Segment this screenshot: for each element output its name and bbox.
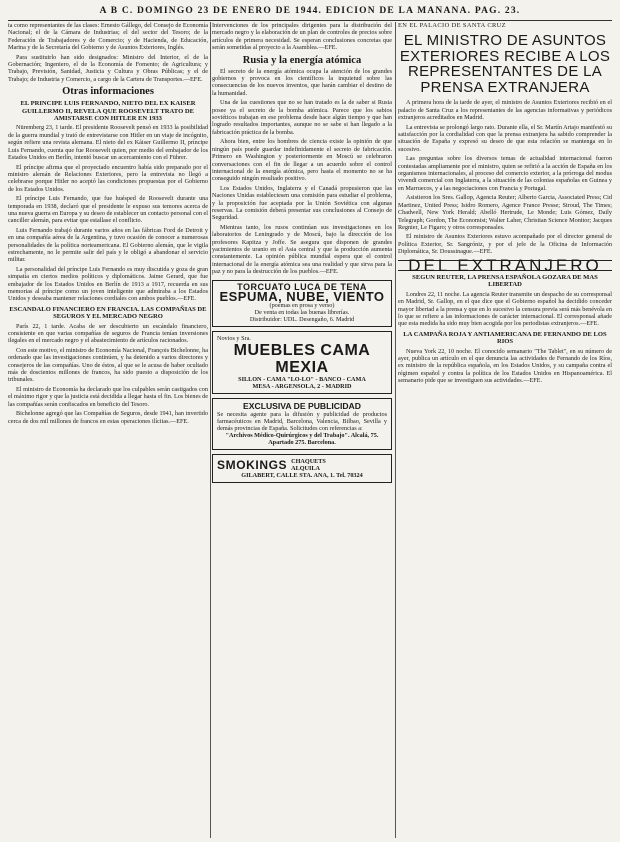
ad-text: De venta en todas las buenas librerías. <box>254 309 350 317</box>
article-paragraph: ta como representantes de las clases: Ernesto Gállego, del Consejo de Economía Nacional; el de la Cámara de Industrias; el del sector del Tesoro; de la Federación de Trabajadores y de Comercio; y de Hacienda, de Educación, Marina y de la Secretaría del Gobierno y de Asuntos Exteriores, Inglés. <box>8 22 208 52</box>
article-paragraph: Mientras tanto, los rusos continúan sus investigaciones en los laboratorios de Leningrado y de Moscú, bajo la dirección de los profesores Kapitza y Joffe. Se asegura que disponen de grandes yacimientos de uranio en el Asia central y que la producción aumenta constantemente. La opinión pública mundial espera que el control internacional de la energía atómica sea una realidad y que sirva para la paz y no para la destrucción de los pueblos.—EFE. <box>212 223 392 276</box>
column-3 <box>398 22 612 838</box>
article-paragraph: París 22, 1 tarde. Acaba de ser descubierto un escándalo financiero, consistente en que varias compañías de seguros de Francia tenían inversiones ilegales en el mercado negro y el abastecimiento de artículos racionados. <box>8 322 208 345</box>
book-advertisement <box>212 280 392 328</box>
article-subheading: SEGUN REUTER, LA PRENSA ESPAÑOLA GOZARA DE MAS LIBERTAD <box>412 273 598 289</box>
ad-subtitle: (poemas en prosa y verso) <box>269 302 335 310</box>
tailor-advertisement <box>212 454 392 483</box>
article-paragraph: El príncipe afirma que el proyectado encuentro había sido preparado por el ministro alemán de Relaciones Exteriores, pero la entrevista no llegó a celebrarse porque Hitler no aceptó las condiciones propuestas por el Gobierno de los Estados Unidos. <box>8 163 208 193</box>
article-paragraph: Nüremberg 23, 1 tarde. El presidente Roosevelt pensó en 1933 la posibilidad de la guerra mundial y trató de entrevistarse con Hitler en un viaje de incógnito, según refiere una revista alemana. El nieto del ex Káiser Guillermo II, príncipe Luis Fernando, cuenta que fue Roosevelt quien, por medio del embajador de los Estados Unidos en Berlín, intentó buscar un acercamiento con el Führer. <box>8 124 208 162</box>
section-banner: DEL EXTRANJERO <box>398 260 612 271</box>
article-paragraph: El ministro de Economía ha declarado que los culpables serán castigados con el máximo rigor y que la justicia está decidida a llegar hasta el fin. Los bienes de las compañías serán confiscados en beneficio del Tesoro. <box>8 385 208 408</box>
article-paragraph: La entrevista se prolongó largo rato. Durante ella, el Sr. Martín Artajo manifestó su satisfacción por la cordialidad con que la prensa extranjera ha sabido comprender la situación de España y expresó su deseo de que esta relación se mantenga en lo sucesivo. <box>398 123 612 153</box>
ad-title: EXCLUSIVA DE PUBLICIDAD <box>243 401 361 412</box>
article-paragraph: Las preguntas sobre los diversos temas de actualidad internacional fueron contestadas ampliamente por el ministro, quien se refirió a la acción de España en los organismos internacionales, al proceso del comercio exterior, a la prórroga del modus vivendi comercial con Inglaterra, a la situación de las colonias españolas en Guinea y en Marruecos, y a las negociaciones con Francia y Portugal. <box>398 155 612 192</box>
section-heading: Rusia y la energía atómica <box>242 54 362 66</box>
article-paragraph: El secreto de la energía atómica ocupa la atención de los grandes gobiernos y provoca en los científicos la inquietud sobre las consecuencias de los nuevos inventos, que harán cambiar el destino de la humanidad. <box>212 67 392 97</box>
article-subheading: ESCANDALO FINANCIERO EN FRANCIA. LAS COMPAÑIAS DE SEGUROS Y EL MERCADO NEGRO <box>9 305 207 321</box>
ad-title: MUEBLES CAMA MEXIA <box>233 342 371 377</box>
headline-kicker: EN EL PALACIO DE SANTA CRUZ <box>398 22 506 29</box>
article-paragraph: El príncipe Luis Fernando, que fue huésped de Roosevelt durante una temporada en 1938, declaró que el presidente le expuso sus temores acerca de una nueva guerra en Europa y su deseo de establecer un contacto personal con el canciller alemán, para evitar que estallase el conflicto. <box>8 195 208 225</box>
ad-text: "Archivos Médico-Quirúrgicos y del Trabajo". Alcalá, 75. Apartado 275. Barcelona. <box>225 432 379 447</box>
page-header: A B C. DOMINGO 23 DE ENERO DE 1944. EDICION DE LA MAÑANA. PAG. 23. <box>8 6 612 21</box>
column-1 <box>8 22 208 838</box>
ad-text: MESA - ARGENSOLA, 2 - MADRID <box>252 383 352 391</box>
column-2 <box>212 22 392 838</box>
ad-stack <box>291 458 326 472</box>
ad-text: ALQUILA <box>291 465 321 473</box>
column-rule <box>210 22 211 838</box>
column-rule <box>395 22 396 838</box>
article-paragraph: A primera hora de la tarde de ayer, el ministro de Asuntos Exteriores recibió en el palacio de Santa Cruz a los representantes de las agencias informativas y periódicos extranjeros acreditados en Madrid. <box>398 99 612 122</box>
article-subheading: LA CAMPAÑA ROJA Y ANTIAMERICANA DE FERNANDO DE LOS RIOS <box>403 330 607 346</box>
article-paragraph: El ministro de Asuntos Exteriores estuvo acompañado por el director general de Política Exterior, Sr. Sangróniz, y por el jefe de la Oficina de Información Diplomática, Sr. Doussinague.—EFE. <box>398 233 612 256</box>
article-paragraph: Para sustituirlo han sido designados: Ministro del Interior, el de la Gobernación; Ingeniero, el de la Economía de Fomento; de Agricultura; y Trabajo, Previsión, Sanidad, Justicia y Cultura y Obras Públicas; y el de Trabajo; de Industria y Comercio, a cargo de la Cartera de Transportes.—EFE. <box>8 53 208 83</box>
ad-row <box>217 458 387 472</box>
article-paragraph: Bichelonne agregó que las Compañías de Seguros, desde 1941, han invertido cerca de dos mil millones de francos en estas operaciones ilícitas.—EFE. <box>8 410 208 425</box>
furniture-advertisement <box>212 331 392 394</box>
ad-title: SMOKINGS <box>217 457 288 472</box>
ad-text: CHAQUETS <box>291 458 326 466</box>
article-paragraph: Ahora bien, entre los hombres de ciencia existe la opinión de que ningún país puede guardar indefinidamente el secreto de fabricación. Primero en Washington y posteriormente en Moscú se celebraron conversaciones con el fin de llegar a un acuerdo sobre el control internacional de la energía atómica, pero hasta el momento no se ha conseguido ningún resultado positivo. <box>212 138 392 183</box>
ad-address: GILABERT, CALLE STA. ANA, 1. Tel. 70324 <box>241 472 363 480</box>
article-paragraph: Los Estados Unidos, Inglaterra y el Canadá propusieron que las Naciones Unidas estableciesen una comisión para estudiar el problema, y la proposición fue aceptada por la Unión Soviética con algunas reservas. La comisión deberá presentar sus conclusiones al Consejo de Seguridad. <box>212 184 392 222</box>
ad-title: ESPUMA, NUBE, VIENTO <box>219 289 385 304</box>
ad-text: Novios y Sra. <box>217 335 251 343</box>
article-paragraph: La personalidad del príncipe Luis Fernando es muy discutida y goza de gran simpatía en ciertos medios políticos y diplomáticos. Jaime Gerard, que fue embajador de los Estados Unidos en Berlín de 1913 a 1917, recuerda en sus memorias al príncipe como un joven inteligente que admiraba a los Estados Unidos y deseaba mantener relaciones cordiales con ambos pueblos.—EFE. <box>8 265 208 303</box>
article-paragraph: Asistieron los Sres. Gallop, Agencia Reuter; Alberto Garcia, Associated Press; Cid Martinez, United Press; Isidro Romero, Agence France Presse; Stroud, The Times; Chadwell, New York Herald; Abelló Hertrude, Le Monde; Luis Gómez, Daily Telegraph; Gordon, The Economist; Walter Laher, Christian Science Monitor; Jacques Regnier, Le Figaro; y otros corresponsales. <box>398 194 612 231</box>
article-paragraph: Una de las cuestiones que no se han tratado es la de saber si Rusia posee ya el secreto de la bomba atómica. Parece que los sabios soviéticos trabajan en ese problema desde hace algún tiempo y que han logrado resultados importantes, aunque no se sabe si han llegado a la fabricación práctica de la bomba. <box>212 99 392 136</box>
article-paragraph: Con este motivo, el ministro de Economía Nacional, François Bichelonne, ha ordenado que las investigaciones continúen, y ha detenido a varios directores y consejeros de las compañías. Uno de éstos, al que se le acusa de haber ocultado más de doscientos millones de francos, ha sido puesto a disposición de los tribunales. <box>8 346 208 384</box>
ad-text: Se necesita agente para la difusión y publicidad de productos farmacéuticos en Madrid, Barcelona, Valencia, Bilbao, Sevilla y demás provincias de España. Solicitudes con referencias a: <box>217 411 387 433</box>
ad-text: Distribuidor: UDL. Desengaño, 6. Madrid <box>249 316 355 324</box>
article-subheading: EL PRINCIPE LUIS FERNANDO, NIETO DEL EX KAISER GUILLERMO II, REVELA QUE ROOSEVELT TRATO DE AMISTARSE CON HITLER EN 1933 <box>20 100 196 123</box>
article-paragraph: Nueva York 22, 10 noche. El conocido semanario "The Tablet", en su número de ayer, publica un artículo en el que denuncia las actividades de Fernando de los Ríos, ex ministro de la república española, en los Estados Unidos, y su campaña contra el régimen español y contra la política de los Estados Unidos en Hispanoamérica. El semanario pide que se investiguen sus actividades.—EFE. <box>398 347 612 385</box>
article-paragraph: Luis Fernando trabajó durante varios años en las fábricas Ford de Detroit y en una compañía aérea de la Argentina, y tuvo ocasión de conocer a numerosas personalidades de la política norteamericana. El Gobierno alemán, que le vigila estrechamente, no le permite salir del país y le obligó a abandonar el servicio militar. <box>8 226 208 264</box>
section-heading: Otras informaciones <box>62 86 154 98</box>
classified-advertisement <box>212 398 392 450</box>
ad-author: TORCUATO LUCA DE TENA <box>237 281 367 292</box>
article-paragraph: Intervenciones de los principales dirigentes para la distribución del mercado negro y la elaboración de un plan de controles de precios sobre artículos de primera necesidad. Se esperan conclusiones concretas que serán sometidas al proyecto a la Asamblea.—EFE. <box>212 22 392 52</box>
main-headline: EL MINISTRO DE ASUNTOS EXTERIORES RECIBE A LOS REPRESENTANTES DE LA PRENSA EXTRANJERA <box>399 32 611 96</box>
article-paragraph: Londres 22, 11 noche. La agencia Reuter transmite un despacho de su corresponsal en Madrid, Sr. Gallop, en el que dice que el Gobierno español ha decidido conceder mayor libertad a la prensa y que en lo sucesivo la censura previa será más benévola en lo que se refiere a las informaciones de carácter internacional. El corresponsal añade que esta medida ha sido muy bien acogida por los periodistas extranjeros.—EFE. <box>398 290 612 328</box>
ad-text: SILLON - CAMA "LO-LO" - BANCO - CAMA <box>238 376 366 384</box>
